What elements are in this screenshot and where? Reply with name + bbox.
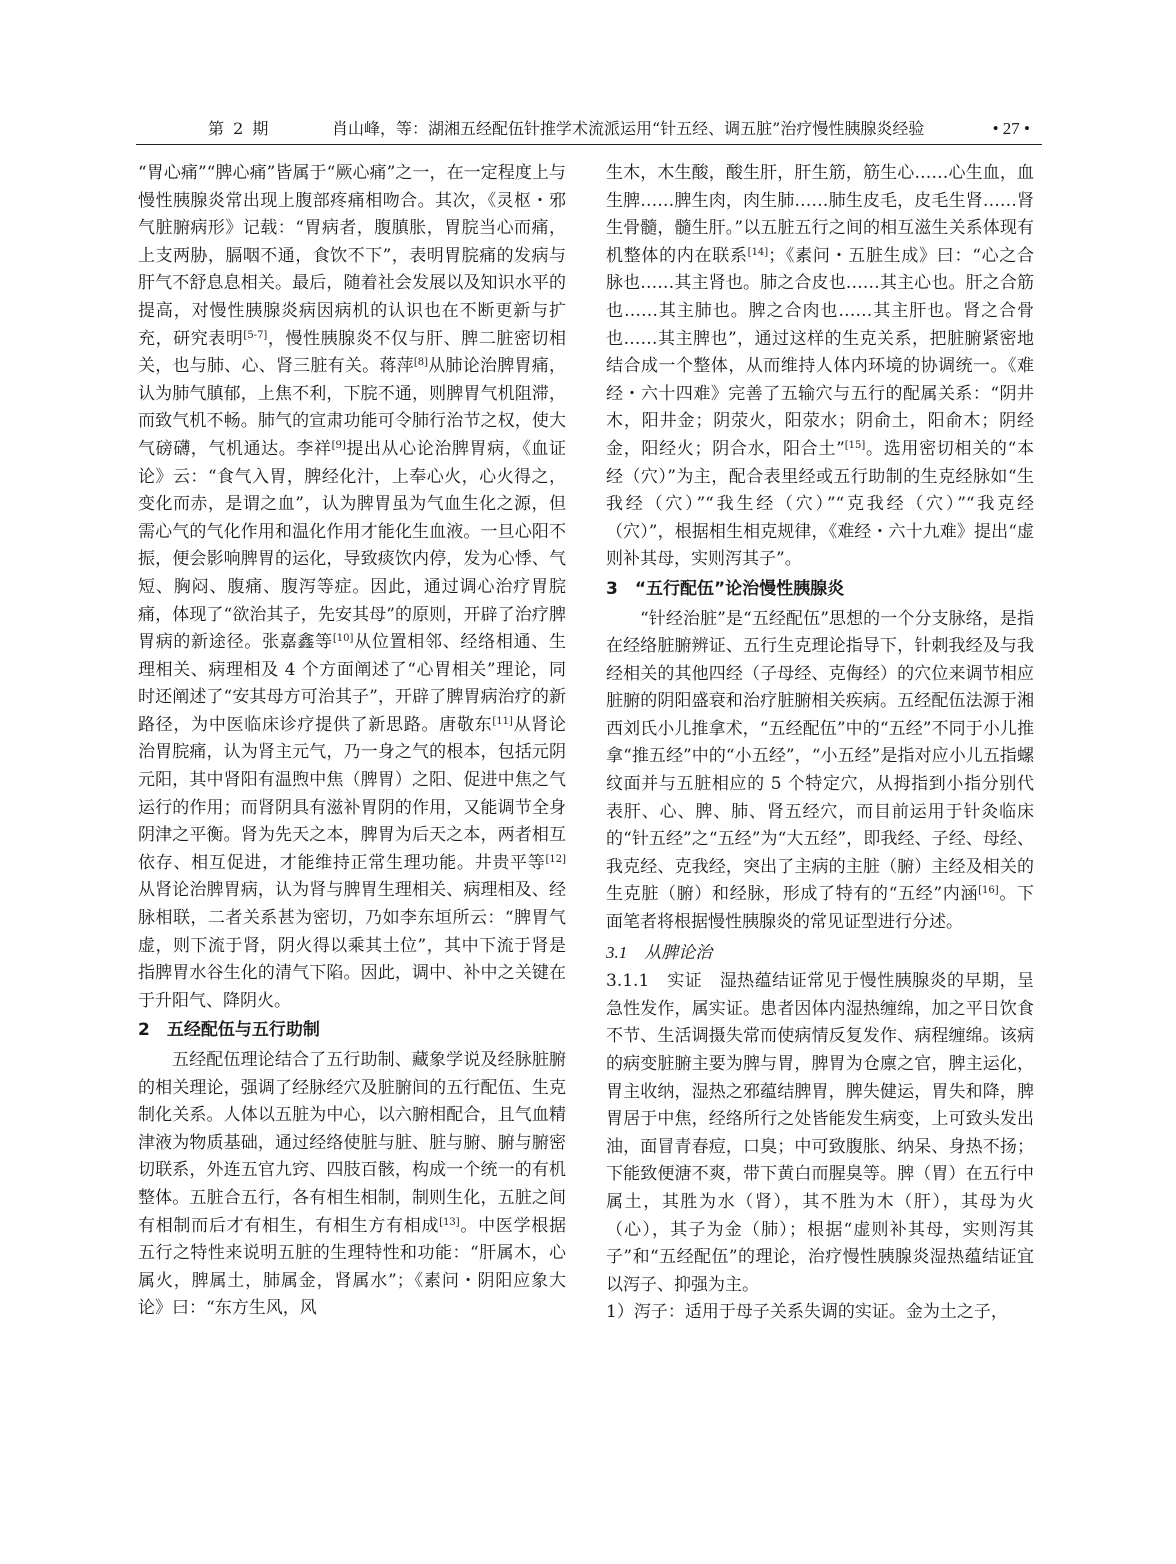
subsection-heading: 3.1 从脾论治 (606, 942, 713, 962)
citation: [13] (439, 1216, 460, 1228)
text-run: 。中医学根据五行之特性来说明五脏的生理特性和功能：“肝属木，心属火，脾属土，肺属金，肾属水”；《素问・阴阳应象大论》曰：“东方生风，风 (138, 1215, 566, 1319)
citation: [14] (747, 246, 769, 258)
text-run: 生木，木生酸，酸生肝，肝生筋，筋生心……心生血，血生脾……脾生肉，肉生肺……肺生皮毛，皮毛生肾……肾生骨髓，髓生肝。”以五脏五行之间的相互滋生关系体现有机整体的内在联系 (606, 163, 1034, 266)
citation: [15] (844, 439, 866, 451)
text-run: ；《素问・五脏生成》曰：“心之合脉也……其主肾也。肺之合皮也……其主心也。肝之合筋也……其主肺也。脾之合肉也……其主肝也。肾之合骨也……其主脾也”，通过这样的生克关系，把脏腑紧密地结合成一个整体，从而维持人体内环境的协调统一。《难经・六十四难》完善了五输穴与五行的配属关系：“阴井木，阳井金；阴荥火，阳荥水；阴俞土，阳俞木；阴经金，阳经火；阴合水，阳合土” (606, 245, 1035, 459)
text-run: 从肾论治胃脘痛，认为肾主元气，乃一身之气的根本，包括元阴元阳，其中肾阳有温煦中焦（脾胃）之阳、促进中焦之气运行的作用；而肾阴具有滋补胃阴的作用，又能调节全身阴津之平衡。肾为先天之本，脾胃为后天之本，两者相互依存、相互促进，才能维持正常生理功能。井贵平等 (138, 714, 567, 873)
citation: [5-7] (243, 329, 268, 341)
paragraph (606, 160, 1034, 574)
citation: [11] (492, 715, 513, 727)
citation: [9] (331, 439, 346, 451)
section-heading: 2 五经配伍与五行助制 (138, 1020, 320, 1041)
text-run: 五经配伍理论结合了五行助制、藏象学说及经脉脏腑的相关理论，强调了经脉经穴及脏腑间的五行配伍、生克制化关系。人体以五脏为中心，以六腑相配合，且气血精津液为物质基础，通过经络使脏与脏、脏与腑、腑与腑密切联系，外连五官九窍、四肢百骸，构成一个统一的有机整体。五脏合五行，各有相生相制，制则生化，五脏之间有相制而后才有相生，有相生方有相成 (138, 1050, 566, 1236)
paragraph (138, 1047, 566, 1323)
paragraph (138, 160, 566, 1015)
text-run: 从位置相邻、经络相通、生理相关、病理相及 4 个方面阐述了“心胃相关”理论，同时还阐述了“安其母方可治其子”，开辟了脾胃病治疗的新路径，为中医临床诊疗提供了新思路。唐敬东 (138, 632, 567, 735)
text-run: 。选用密切相关的“本经（穴）”为主，配合表里经或五行助制的生克经脉如“生我经（穴）”“我生经（穴）”“克我经（穴）”“我克经（穴）”，根据相生相克规律，《难经・六十九难》提出“虚则补其母，实则泻其子”。 (606, 438, 1034, 570)
citation: [16] (978, 885, 999, 897)
paragraph (606, 606, 1034, 937)
citation: [12] (545, 853, 566, 865)
text-run: ，慢性胰腺炎不仅与肝、脾二脏密切相关，也与肺、心、肾三脏有关。蒋萍 (138, 328, 567, 377)
text-run: 从肺论治脾胃痛，认为肺气䐜郁，上焦不利，下脘不通，则脾胃气机阻滞，而致气机不畅。肺气的宣肃功能可令肺行治节之权，使大气磅礴，气机通达。李祥 (138, 356, 567, 459)
citation: [10] (332, 633, 354, 645)
text-run: “针经治脏”是“五经配伍”思想的一个分支脉络，是指在经络脏腑辨证、五行生克理论指导下，针刺我经及与我经相关的其他四经（子母经、克侮经）的穴位来调节相应脏腑的阴阳盛衰和治疗脏腑相关疾病。五经配伍法源于湘西刘氏小儿推拿术，“五经配伍”中的“五经”不同于小儿推拿“推五经”中的“小五经”，“小五经”是指对应小儿五指螺纹面并与五脏相应的 5 个特定穴，从拇指到小指分别代表肝、心、脾、肺、肾五经穴，而目前运用于针灸临床的“针五经”之“五经”为“大五经”，即我经、子经、母经、我克经、克我经，突出了主病的主脏（腑）主经及相关的生克脏（腑）和经脉，形成了特有的“五经”内涵 (606, 608, 1034, 905)
text-run: “胃心痛”“脾心痛”皆属于“厥心痛”之一，在一定程度上与慢性胰腺炎常出现上腹部疼痛相吻合。其次，《灵枢・邪气脏腑病形》记载：“胃病者，腹䐜胀，胃脘当心而痛，上支两胁，膈咽不通，食饮不下”，表明胃脘痛的发病与肝气不舒息息相关。最后，随着社会发展以及知识水平的提高，对慢性胰腺炎病因病机的认识也在不断更新与扩充，研究表明 (138, 163, 566, 349)
text-run: 从肾论治脾胃病，认为肾与脾胃生理相关、病理相及、经脉相联，二者关系甚为密切，乃如李东垣所云：“脾胃气虚，则下流于肾，阴火得以乘其土位”，其中下流于肾是指脾胃水谷生化的清气下陷。因此，调中、补中之关键在于升阳气、降阴火。 (138, 880, 566, 1011)
left-column (138, 160, 566, 1323)
running-title: 肖山峰，等：湖湘五经配伍针推学术流派运用“针五经、调五脏”治疗慢性胰腺炎经验 (332, 119, 925, 138)
paragraph: 3.1.1 实证 湿热蕴结证常见于慢性胰腺炎的早期，呈急性发作，属实证。患者因体内湿热缠绵，加之平日饮食不节、生活调摄失常而使病情反复发作、病程缠绵。该病的病变脏腑主要为脾与胃，脾胃为仓廪之官，脾主运化，胃主收纳，湿热之邪蕴结脾胃，脾失健运，胃失和降，脾胃居于中焦，经络所行之处皆能发生病变，上可致头发出油，面冒青春痘，口臭；中可致腹胀、纳呆、身热不扬；下能致便溏不爽，带下黄白而腥臭等。脾（胃）在五行中属土，其胜为水（肾），其不胜为木（肝），其母为火（心），其子为金（肺）；根据“虚则补其母，实则泻其子”和“五经配伍”的理论，治疗慢性胰腺炎湿热蕴结证宜以泻子、抑强为主。 (606, 971, 1034, 1295)
section-heading: 3 “五行配伍”论治慢性胰腺炎 (606, 578, 845, 599)
issue-number: 第 2 期 (208, 119, 271, 138)
header-rule (136, 144, 1042, 145)
paragraph: 1）泻子：适用于母子关系失调的实证。金为土之子， (606, 1302, 1008, 1323)
text-run: 。下面笔者将根据慢性胰腺炎的常见证型进行分述。 (606, 884, 1034, 933)
right-column (606, 160, 1034, 1327)
running-header (136, 116, 1042, 142)
text-run: 提出从心论治脾胃病，《血证论》云：“食气入胃，脾经化汁，上奉心火，心火得之，变化而赤，是谓之血”，认为脾胃虽为气血生化之源，但需心气的气化作用和温化作用才能化生血液。一旦心阳不振，便会影响脾胃的运化，导致痰饮内停，发为心悸、气短、胸闷、腹痛、腹泻等症。因此，通过调心治疗胃脘痛，体现了“欲治其子，先安其母”的原则，开辟了治疗脾胃病的新途径。张嘉鑫等 (138, 438, 567, 653)
citation: [8] (413, 357, 429, 369)
page-number: • 27 • (992, 119, 1030, 138)
